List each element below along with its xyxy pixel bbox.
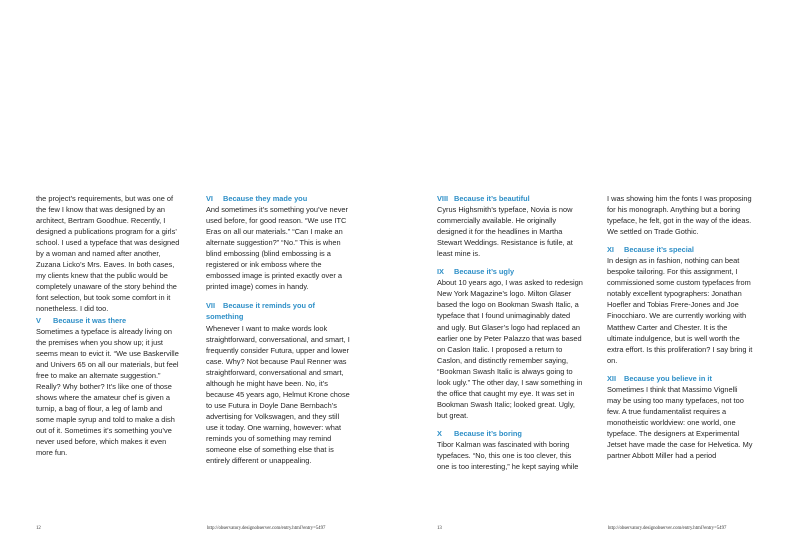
paragraph: About 10 years ago, I was asked to redesign New York Magazine’s logo. Milton Glaser based the logo on Bookman Swash Italic, a typeface that I found unimaginably dated and ugly. But Glaser’s logo had replaced an earlier one by Peter Palazzo that was based on Caslon Italic. I proposed a return to Caslon, and distinctly remember saying, “Bookman Swash Italic is always going to look ugly.” The other day, I saw something in the office that caught my eye. It was set in Bookman Swash Italic; looked great. Ugly, but great. (437, 278, 583, 420)
section-number: X (437, 428, 442, 438)
section-heading-ix (437, 266, 583, 277)
paragraph: Whenever I want to make words look straightforward, conversational, and smart, I frequently consider Futura, upper and lower case. Why? Not because Paul Renner was straightforward, conversational and smart, although he might have been. No, it’s because 45 years ago, Helmut Krone chose to use Futura in Doyle Dane Bernbach’s advertising for Volkswagen, and they still use it today. One warning, however: what reminds you of something may remind someone else of something else that is entirely different or unappealing. (206, 323, 350, 466)
paragraph: Sometimes I think that Massimo Vignelli may be using too many typefaces, not too few. A true fundamentalist requires a monotheistic worldview: one world, one typeface. The designers at Experimental Jetset have made the case for Helvetica. My partner Abbott Miller had a period (607, 384, 753, 461)
page-12-column-2 (206, 193, 352, 466)
footer-url: http://observatory.designobserver.com/entry.html?entry=5497 (608, 526, 727, 531)
paragraph: Tibor Kalman was fascinated with boring typefaces. “No, this one is too clever, this one is too interesting,” he kept saying while (437, 439, 579, 472)
section-number: XI (607, 245, 614, 255)
section-number: VII (206, 301, 216, 311)
section-title: Because they made you (223, 194, 308, 203)
section-heading-viii (437, 193, 583, 204)
section-title: Because it reminds you of something (206, 301, 315, 322)
section-heading-xi (607, 244, 753, 255)
page-number: 13 (437, 526, 442, 531)
section-title: Because it’s special (624, 245, 694, 255)
section-title: Because it’s ugly (454, 267, 515, 277)
section-heading-vi (206, 193, 352, 204)
paragraph: And sometimes it’s something you’ve never used before, for good reason. “We use ITC Eras on all our materials.” “Can I make an alternate suggestion?” “No.” This is when blind embossing (blind embossing is a registered or ink emboss where the embossed image is printed exactly over a printed image) comes in handy. (206, 205, 348, 292)
page-13-column-1 (437, 193, 583, 472)
paragraph: Sometimes a typeface is already living on the premises when you show up; it just seems mean to evict it. “We use Baskerville and Univers 65 on all our materials, but feel free to make an alternate suggestion.” Really? Why bother? It’s like one of those shows where the amateur chef is given a turnip, a bag of flour, a leg of lamb and some maple syrup and told to make a dish out of it. Sometimes it’s something you’ve never used before, which makes it even more fun. (36, 326, 179, 458)
section-heading-v (36, 315, 182, 326)
section-number: IX (437, 267, 444, 277)
section-number: V (36, 315, 41, 325)
paragraph: Cyrus Highsmith’s typeface, Novia is now commercially available. He originally designed it for the headlines in Martha Stewart Weddings. Resistance is futile, at least mine is. (437, 205, 573, 259)
section-heading-x (437, 428, 583, 439)
paragraph: In design as in fashion, nothing can beat bespoke tailoring. For this assignment, I commissioned some custom typefaces from notably excellent typographers: Jonathan Hoefler and Tobias Frere-Jones and Joe Finocchiaro. We are currently working with Matthew Carter and Chester. It is the ultimate indulgence, but is well worth the extra effort. Is this proliferation? I say bring it on. (607, 256, 753, 365)
section-number: VI (206, 194, 213, 203)
page-13-column-2 (607, 193, 753, 461)
section-heading-xii (607, 373, 753, 384)
section-title: Because it’s boring (454, 428, 522, 438)
section-number: VIII (437, 194, 449, 203)
page-number: 12 (36, 526, 41, 531)
page-12-column-1 (36, 193, 182, 458)
section-title: Because it’s beautiful (454, 194, 530, 203)
section-heading-vii (206, 300, 352, 322)
section-number: XII (607, 373, 617, 383)
section-title: Because it was there (53, 315, 127, 325)
footer-url: http://observatory.designobserver.com/entry.html?entry=5497 (207, 526, 326, 531)
section-title: Because you believe in it (624, 373, 712, 383)
paragraph: the project’s requirements, but was one of the few I know that was designed by an architect, Bertram Goodhue. Recently, I designed a publications program for a girls’ school. I used a typeface that was designed by a woman and named after another, Zuzana Licko’s Mrs. Eaves. In both cases, my clients knew that the public would be completely unaware of the story behind the font selection, but took some comfort in it nonetheless. I did too. (36, 194, 180, 314)
paragraph: I was showing him the fonts I was proposing for his monograph. Anything but a boring typeface, he felt, got in the way of the ideas. We settled on Trade Gothic. (607, 194, 752, 237)
